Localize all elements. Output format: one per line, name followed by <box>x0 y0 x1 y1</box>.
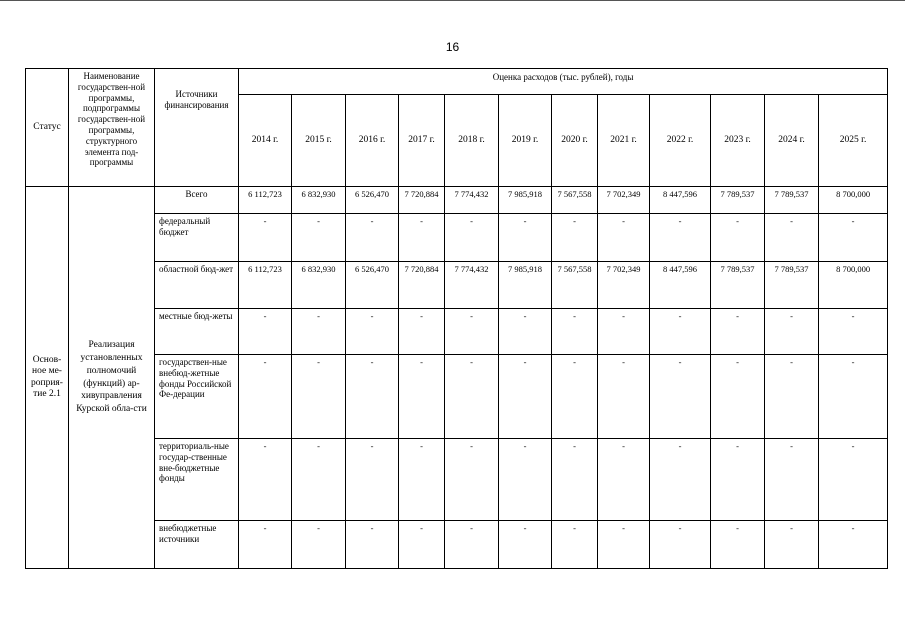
amount-cell: - <box>239 309 292 355</box>
table-row <box>26 187 888 214</box>
amount-cell: 8 447,596 <box>650 187 711 214</box>
amount-cell: 7 789,537 <box>711 187 765 214</box>
table-row <box>26 355 888 439</box>
amount-cell: 7 567,558 <box>552 187 598 214</box>
amount-cell: - <box>346 521 399 569</box>
funding-source-cell: территориаль-ные государ-ственные вне-бюджетные фонды <box>155 439 239 521</box>
amount-cell: 7 702,349 <box>598 187 650 214</box>
amount-cell: - <box>346 439 399 521</box>
funding-source-cell: государствен-ные внебюд-жетные фонды Российской Фе-дерации <box>155 355 239 439</box>
amount-cell: 7 774,432 <box>445 262 499 309</box>
amount-cell: 8 447,596 <box>650 262 711 309</box>
page-number: 16 <box>445 40 460 54</box>
amount-cell: - <box>445 309 499 355</box>
amount-cell: - <box>292 521 346 569</box>
header-year: 2020 г. <box>552 95 598 187</box>
amount-cell: - <box>650 214 711 262</box>
amount-cell: - <box>711 521 765 569</box>
amount-cell: - <box>819 439 888 521</box>
amount-cell: - <box>819 309 888 355</box>
amount-cell: - <box>765 355 819 439</box>
amount-cell: - <box>346 309 399 355</box>
header-year: 2015 г. <box>292 95 346 187</box>
table-row <box>26 309 888 355</box>
amount-cell: - <box>650 309 711 355</box>
header-year: 2021 г. <box>598 95 650 187</box>
amount-cell: - <box>499 355 552 439</box>
amount-cell: - <box>819 521 888 569</box>
table-row <box>26 439 888 521</box>
amount-cell: - <box>292 439 346 521</box>
amount-cell: - <box>239 214 292 262</box>
amount-cell: 8 700,000 <box>819 262 888 309</box>
amount-cell: 7 720,884 <box>399 187 445 214</box>
header-year: 2016 г. <box>346 95 399 187</box>
amount-cell: 6 526,470 <box>346 262 399 309</box>
amount-cell: - <box>239 439 292 521</box>
amount-cell: - <box>292 355 346 439</box>
amount-cell: - <box>711 309 765 355</box>
amount-cell: - <box>819 355 888 439</box>
amount-cell: - <box>445 439 499 521</box>
amount-cell: 7 567,558 <box>552 262 598 309</box>
amount-cell: - <box>711 439 765 521</box>
header-year: 2025 г. <box>819 95 888 187</box>
amount-cell: 6 832,930 <box>292 262 346 309</box>
header-year: 2023 г. <box>711 95 765 187</box>
amount-cell: 7 702,349 <box>598 262 650 309</box>
amount-cell: - <box>499 439 552 521</box>
funding-source-cell: федеральный бюджет <box>155 214 239 262</box>
amount-cell: 7 720,884 <box>399 262 445 309</box>
amount-cell: - <box>711 214 765 262</box>
amount-cell: 7 774,432 <box>445 187 499 214</box>
amount-cell: 7 985,918 <box>499 262 552 309</box>
amount-cell: 7 985,918 <box>499 187 552 214</box>
amount-cell: - <box>399 439 445 521</box>
amount-cell: - <box>552 521 598 569</box>
amount-cell: - <box>499 521 552 569</box>
amount-cell: - <box>445 521 499 569</box>
amount-cell: - <box>650 521 711 569</box>
amount-cell: 6 526,470 <box>346 187 399 214</box>
budget-table <box>25 68 888 569</box>
amount-cell: 6 112,723 <box>239 187 292 214</box>
amount-cell: - <box>552 439 598 521</box>
amount-cell: - <box>765 439 819 521</box>
amount-cell: - <box>399 309 445 355</box>
amount-cell: - <box>239 521 292 569</box>
amount-cell: - <box>239 355 292 439</box>
funding-source-cell: областной бюд-жет <box>155 262 239 309</box>
amount-cell: - <box>499 309 552 355</box>
amount-cell: 7 789,537 <box>765 262 819 309</box>
status-cell: Основ-ное ме-роприя-тие 2.1 <box>26 187 69 569</box>
header-year: 2024 г. <box>765 95 819 187</box>
amount-cell: - <box>765 214 819 262</box>
header-program-name: Наименование государствен-ной программы, подпрограммы государствен-ной программы, структурного элемента под-программы <box>69 69 155 187</box>
amount-cell: - <box>598 521 650 569</box>
header-year: 2019 г. <box>499 95 552 187</box>
amount-cell: - <box>445 355 499 439</box>
amount-cell: - <box>819 214 888 262</box>
header-year: 2017 г. <box>399 95 445 187</box>
header-year: 2022 г. <box>650 95 711 187</box>
amount-cell: - <box>765 521 819 569</box>
amount-cell: - <box>399 521 445 569</box>
page-top-border <box>0 0 905 1</box>
amount-cell: - <box>552 309 598 355</box>
amount-cell: - <box>598 309 650 355</box>
table-row <box>26 214 888 262</box>
amount-cell: - <box>445 214 499 262</box>
amount-cell: - <box>650 355 711 439</box>
amount-cell: - <box>765 309 819 355</box>
header-funding-sources: Источники финансирования <box>155 69 239 187</box>
header-status: Статус <box>26 69 69 187</box>
amount-cell: - <box>552 355 598 439</box>
table-row <box>26 262 888 309</box>
amount-cell: - <box>552 214 598 262</box>
amount-cell: - <box>399 214 445 262</box>
header-year: 2018 г. <box>445 95 499 187</box>
amount-cell: - <box>711 355 765 439</box>
amount-cell: - <box>292 214 346 262</box>
table-row <box>26 521 888 569</box>
amount-cell: 7 789,537 <box>765 187 819 214</box>
header-year: 2014 г. <box>239 95 292 187</box>
amount-cell: 6 832,930 <box>292 187 346 214</box>
amount-cell: - <box>598 439 650 521</box>
funding-source-cell: Всего <box>155 187 239 214</box>
amount-cell: - <box>346 355 399 439</box>
amount-cell: - <box>598 214 650 262</box>
amount-cell: - <box>292 309 346 355</box>
header-expense-estimate: Оценка расходов (тыс. рублей), годы <box>239 69 888 95</box>
amount-cell: - <box>399 355 445 439</box>
amount-cell: - <box>598 355 650 439</box>
amount-cell: - <box>499 214 552 262</box>
amount-cell: 8 700,000 <box>819 187 888 214</box>
amount-cell: - <box>346 214 399 262</box>
amount-cell: 6 112,723 <box>239 262 292 309</box>
amount-cell: - <box>650 439 711 521</box>
funding-source-cell: внебюджетные источники <box>155 521 239 569</box>
amount-cell: 7 789,537 <box>711 262 765 309</box>
program-name-cell: Реализация установленных полномочий (функций) ар-хивуправления Курской обла-сти <box>69 187 155 569</box>
funding-source-cell: местные бюд-жеты <box>155 309 239 355</box>
